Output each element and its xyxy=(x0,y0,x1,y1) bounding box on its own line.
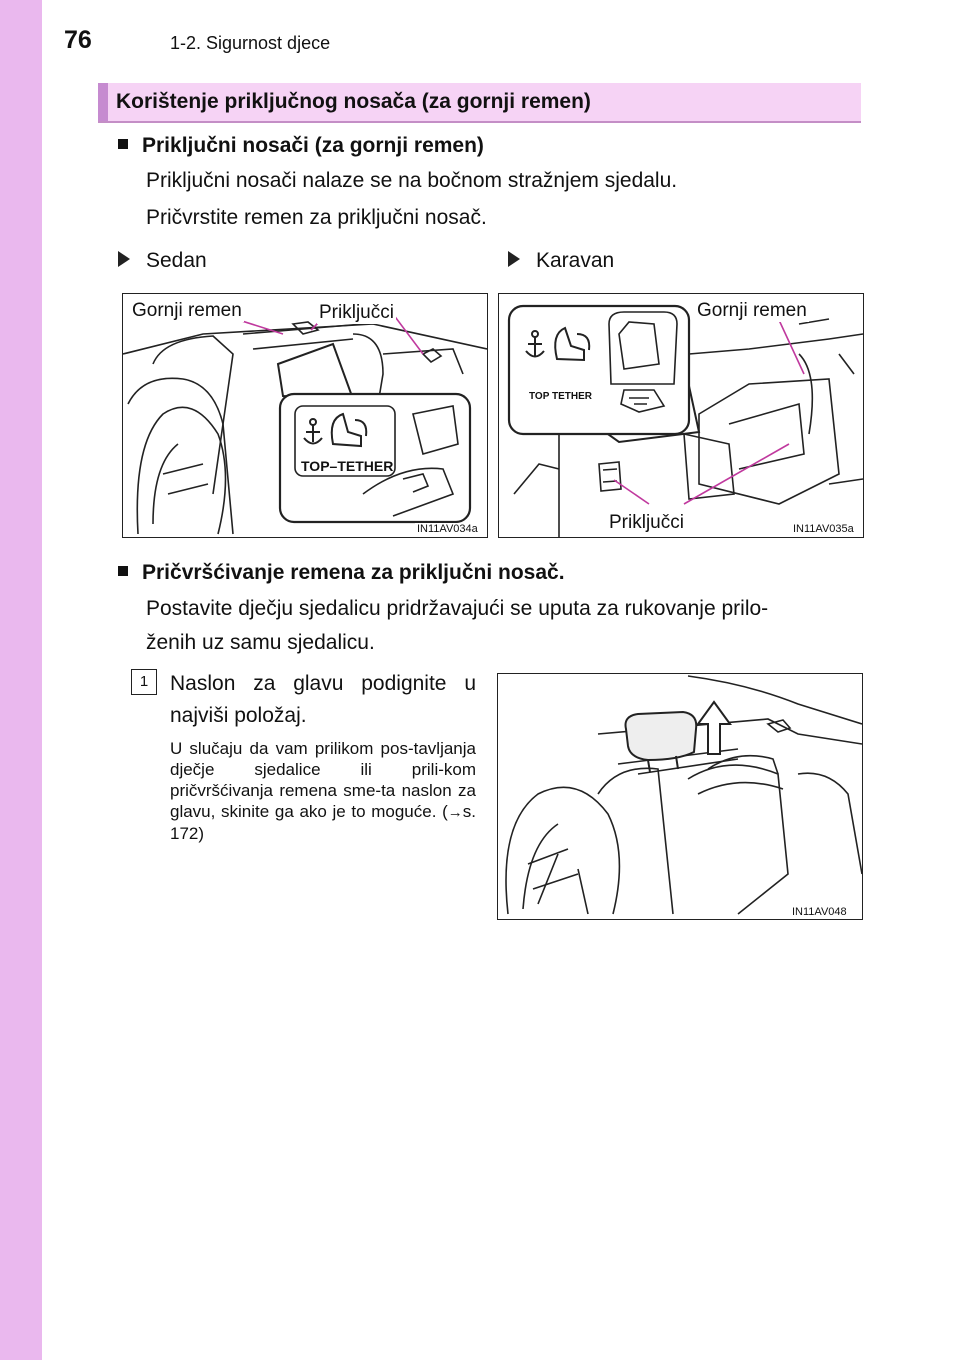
step1-figure-code: IN11AV048 xyxy=(792,906,847,918)
figure-karavan xyxy=(498,293,864,538)
block2-heading: Pričvršćivanje remena za priključni nosač. xyxy=(142,561,565,584)
karavan-illustration xyxy=(499,294,863,537)
triangle-bullet-icon xyxy=(118,251,130,267)
karavan-label-anchors: Priključci xyxy=(609,512,684,533)
sedan-label-anchors: Priključci xyxy=(319,302,394,323)
block1-heading: Priključni nosači (za gornji remen) xyxy=(142,134,484,157)
block2-line2: ženih uz samu sjedalicu. xyxy=(146,631,375,654)
chapter-title: 1-2. Sigurnost djece xyxy=(170,33,331,53)
step1-note-ref: s. 172) xyxy=(170,802,476,843)
square-bullet-icon xyxy=(118,139,128,149)
arrow-right-icon: → xyxy=(447,804,463,821)
step-number-badge: 1 xyxy=(131,669,157,695)
step1-note xyxy=(170,738,476,844)
section-header-tab xyxy=(98,83,108,121)
caption-karavan: Karavan xyxy=(536,249,615,272)
caption-sedan-row xyxy=(118,249,207,273)
block1-line1: Priključni nosači nalaze se na bočnom stražnjem sjedalu. xyxy=(146,169,678,192)
triangle-bullet-icon xyxy=(508,251,520,267)
chapter-side-tab xyxy=(0,0,42,1360)
square-bullet-icon xyxy=(118,566,128,576)
figure-sedan xyxy=(122,293,488,538)
karavan-badge: TOP TETHER xyxy=(529,391,592,402)
karavan-label-strap: Gornji remen xyxy=(697,300,807,321)
sedan-figure-code: IN11AV034a xyxy=(417,523,478,535)
step1-text: Naslon za glavu podignite u najviši položaj. xyxy=(170,672,476,727)
page-number: 76 xyxy=(64,26,92,54)
headrest-illustration xyxy=(498,674,862,919)
sedan-badge: TOP–TETHER xyxy=(301,458,394,474)
caption-karavan-row xyxy=(508,249,614,273)
section-header xyxy=(98,83,861,123)
sedan-label-strap: Gornji remen xyxy=(132,300,242,321)
sedan-illustration xyxy=(123,294,487,537)
step1-note-text: U slučaju da vam prilikom pos-tavljanja dječje sjedalice ili prili-kom pričvršćivanja remena sme-ta naslon za glavu, skinite ga ako je to moguće. ( xyxy=(170,739,476,821)
karavan-figure-code: IN11AV035a xyxy=(793,523,854,535)
block2-line1: Postavite dječju sjedalicu pridržavajući se uputa za rukovanje prilo- xyxy=(146,597,769,620)
block1-line2: Pričvrstite remen za priključni nosač. xyxy=(146,206,487,229)
block1-heading-row xyxy=(118,134,484,158)
block2-heading-row xyxy=(118,561,565,585)
caption-sedan: Sedan xyxy=(146,249,207,272)
section-title: Korištenje priključnog nosača (za gornji remen) xyxy=(116,90,591,113)
figure-step1-headrest xyxy=(497,673,863,920)
